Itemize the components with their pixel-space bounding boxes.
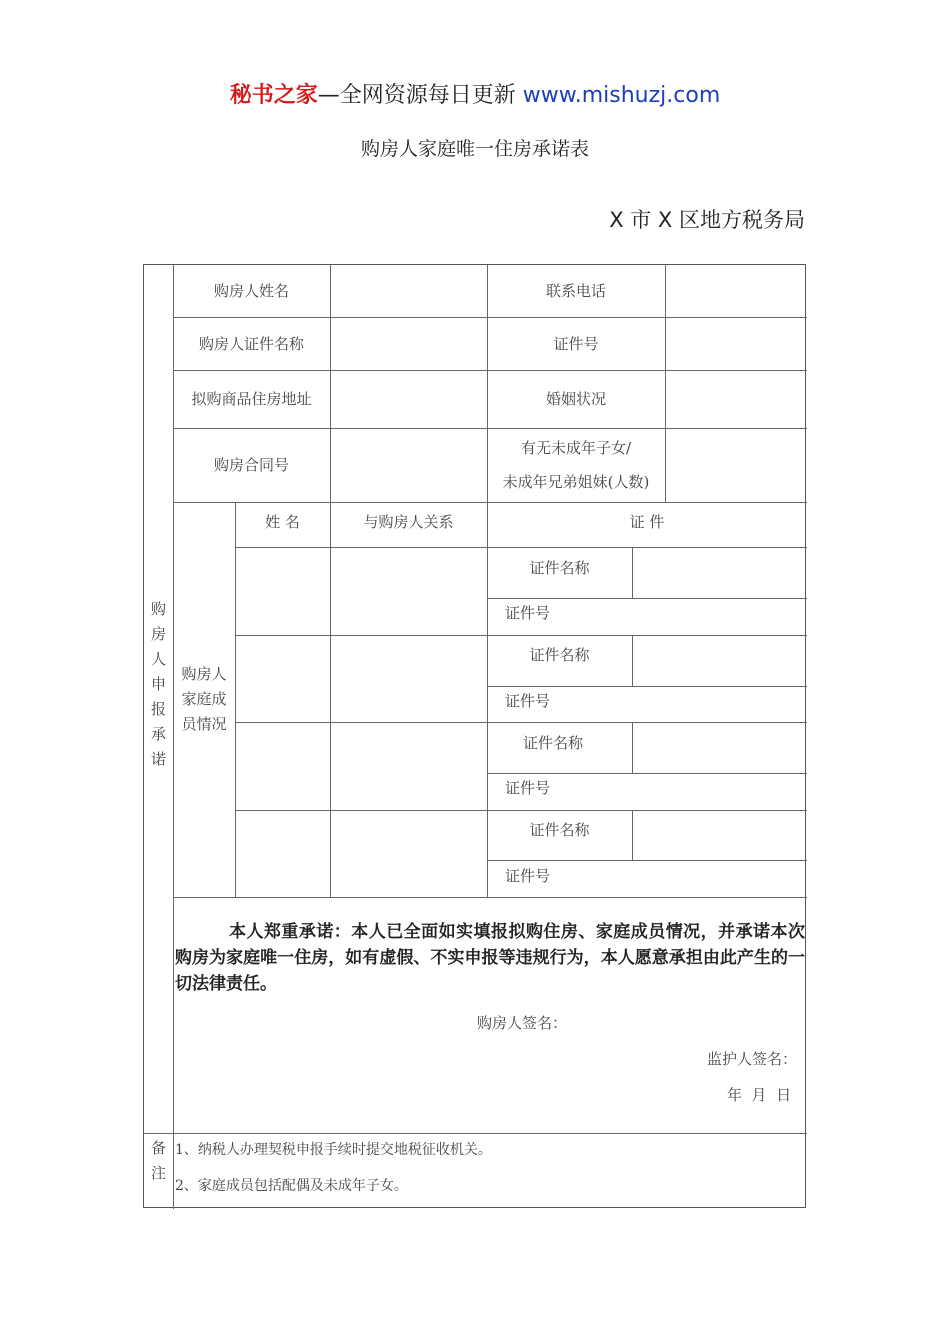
marital-status-label: 婚姻状况 (545, 390, 606, 408)
document-title: 购房人家庭唯一住房承诺表 (360, 138, 589, 160)
member-doc-name-input[interactable] (633, 636, 806, 685)
col-name-header: 姓 名 (265, 513, 300, 531)
grid-line (173, 897, 807, 898)
guardian-signature-label: 监护人签名： (707, 1050, 798, 1068)
contract-no-label: 购房合同号 (213, 456, 289, 474)
id-type-label: 购房人证件名称 (198, 334, 304, 353)
banner-brand: 秘书之家 (229, 83, 318, 108)
minor-count-label-line1: 有无未成年子女/ (520, 439, 632, 457)
buyer-name-input[interactable] (331, 266, 486, 316)
issuer-name: X 市 X 区地方税务局 (609, 208, 805, 232)
banner-tagline: —全网资源每日更新 (317, 83, 516, 108)
remarks-label-cell (144, 1133, 173, 1189)
member-doc-number-label: 证件号 (505, 779, 551, 797)
member-doc-number-label: 证件号 (505, 692, 551, 710)
grid-line (144, 1133, 807, 1134)
phone-input[interactable] (666, 266, 806, 316)
col-id-header: 证 件 (629, 513, 665, 531)
member-doc-name-label: 证件名称 (522, 734, 583, 752)
member-doc-name-label: 证件名称 (529, 821, 590, 839)
member-relation-input[interactable] (331, 811, 486, 896)
section-label: 购房人申报承诺 (150, 600, 166, 768)
minor-count-label (487, 428, 665, 502)
member-doc-name-input[interactable] (633, 811, 806, 859)
col-relation-header: 与购房人关系 (363, 513, 454, 531)
member-doc-number-label: 证件号 (505, 867, 551, 885)
date-label: 年 月 日 (727, 1086, 792, 1104)
remark-item: 2、家庭成员包括配偶及未成年子女。 (175, 1178, 408, 1194)
id-type-input[interactable] (331, 318, 486, 369)
member-relation-input[interactable] (331, 723, 486, 809)
member-name-input[interactable] (236, 723, 329, 809)
member-name-input[interactable] (236, 636, 329, 721)
minor-count-input[interactable] (666, 429, 806, 501)
member-name-input[interactable] (236, 548, 329, 634)
id-number-label: 证件号 (553, 334, 599, 353)
address-input[interactable] (331, 371, 486, 427)
member-relation-input[interactable] (331, 636, 486, 721)
member-doc-name-input[interactable] (633, 723, 806, 772)
id-number-input[interactable] (666, 318, 806, 369)
minor-count-label-line2: 未成年兄弟姐妹(人数) (502, 473, 650, 491)
section-label-cell (144, 597, 173, 797)
member-doc-name-input[interactable] (633, 548, 806, 597)
marital-status-input[interactable] (666, 371, 806, 427)
remarks-label: 备注 (150, 1139, 166, 1182)
address-label: 拟购商品住房地址 (191, 390, 312, 408)
member-doc-name-label: 证件名称 (529, 559, 590, 577)
member-doc-name-label: 证件名称 (529, 646, 590, 664)
member-name-input[interactable] (236, 811, 329, 896)
banner-url[interactable]: www.mishuzj.com (522, 83, 721, 108)
member-relation-input[interactable] (331, 548, 486, 634)
contract-no-input[interactable] (331, 429, 486, 501)
buyer-signature-label: 购房人签名： (477, 1014, 568, 1032)
commitment-form (143, 264, 806, 1208)
family-label (173, 502, 235, 897)
remark-item: 1、纳税人办理契税申报手续时提交地税征收机关。 (175, 1142, 492, 1158)
family-label-text: 购房人家庭成员情况 (181, 665, 227, 733)
member-doc-number-label: 证件号 (505, 604, 551, 622)
site-banner (0, 78, 950, 109)
buyer-name-label: 购房人姓名 (213, 282, 289, 300)
phone-label: 联系电话 (545, 282, 606, 300)
pledge-statement: 本人郑重承诺：本人已全面如实填报拟购住房、家庭成员情况，并承诺本次购房为家庭唯一住房，如有虚假、不实申报等违规行为，本人愿意承担由此产生的一切法律责任。 (175, 922, 805, 994)
